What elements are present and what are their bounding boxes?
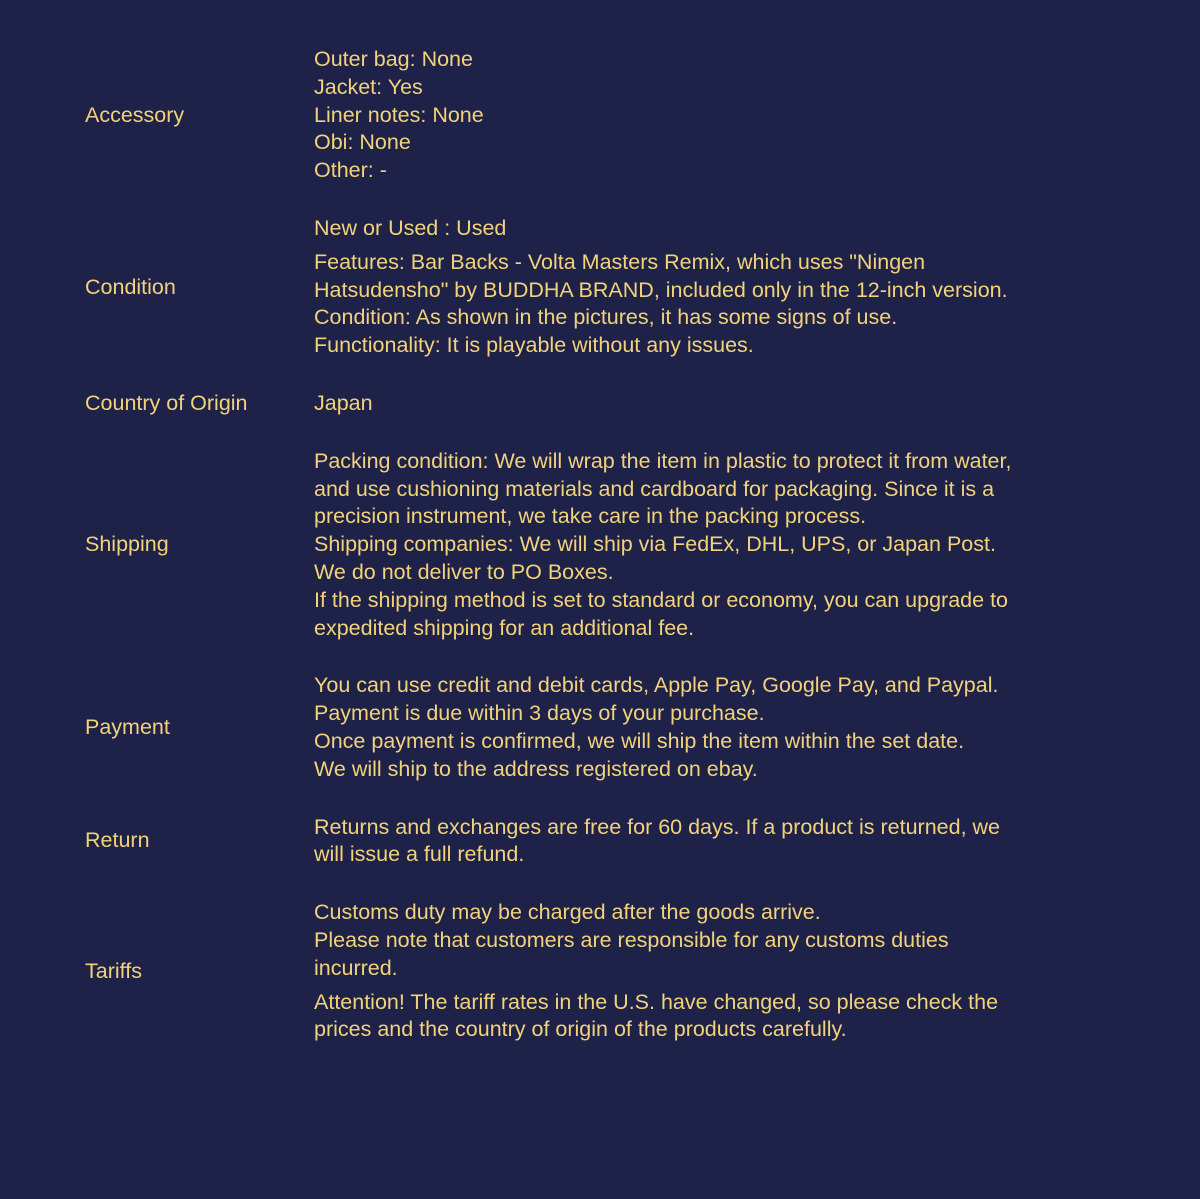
value-line: Other: - [314,158,387,183]
value-line: Functionality: It is playable without any issues. [314,333,754,358]
value-line: Outer bag: None [314,47,473,71]
condition-row [0,215,1200,360]
row-value [314,390,1034,418]
value-line: Liner notes: None [314,102,484,127]
row-label: Accessory [85,102,185,127]
value-line: New or Used : Used [314,215,507,240]
value-line: Jacket: Yes [314,74,423,99]
return-row [0,814,1200,870]
value-line: Features: Bar Backs - Volta Masters Remix, which uses "Ningen Hatsudensho" by BUDDHA BRAND, included only in the 12-inch version. [314,249,1008,302]
value-line: Obi: None [314,130,411,155]
value-line: We will ship to the address registered on ebay. [314,756,758,781]
value-line: Payment is due within 3 days of your purchase. [314,701,765,726]
shipping-row [0,448,1200,643]
row-label: Return [85,828,150,853]
row-label: Condition [85,274,176,299]
row-value [314,46,1034,185]
value-line: Attention! The tariff rates in the U.S. have changed, so please check the prices and the country of origin of the products carefully. [314,989,999,1042]
row-value [314,814,1034,870]
value-line: Packing condition: We will wrap the item in plastic to protect it from water, and use cushioning materials and cardboard for packaging. Since it is a precision instrument, we take care in the packing process. [314,448,1012,529]
tariffs-row [0,899,1200,1044]
accessory-row [0,45,1200,185]
payment-row [0,672,1200,783]
value-line: Shipping companies: We will ship via FedEx, DHL, UPS, or Japan Post. [314,532,996,557]
value-line: Returns and exchanges are free for 60 days. If a product is returned, we will issue a full refund. [314,814,1000,867]
row-value [314,215,1034,360]
country-of-origin-row [0,390,1200,418]
row-label: Shipping [85,532,169,557]
row-label: Tariffs [85,958,142,983]
value-line: We do not deliver to PO Boxes. [314,559,614,584]
item-specifics-table [0,45,1200,1044]
value-line: Condition: As shown in the pictures, it has some signs of use. [314,305,898,330]
value-line: Once payment is confirmed, we will ship the item within the set date. [314,728,965,753]
value-line: Japan [314,390,373,415]
value-line: Please note that customers are responsible for any customs duties incurred. [314,927,949,980]
value-line: If the shipping method is set to standard or economy, you can upgrade to expedited shipping for an additional fee. [314,587,1008,640]
row-label: Country of Origin [85,390,248,415]
row-value [314,672,1034,783]
row-value [314,448,1034,643]
value-line: Customs duty may be charged after the goods arrive. [314,900,821,925]
row-label: Payment [85,715,170,740]
value-line: You can use credit and debit cards, Apple Pay, Google Pay, and Paypal. [314,673,999,698]
row-value [314,899,1034,1044]
